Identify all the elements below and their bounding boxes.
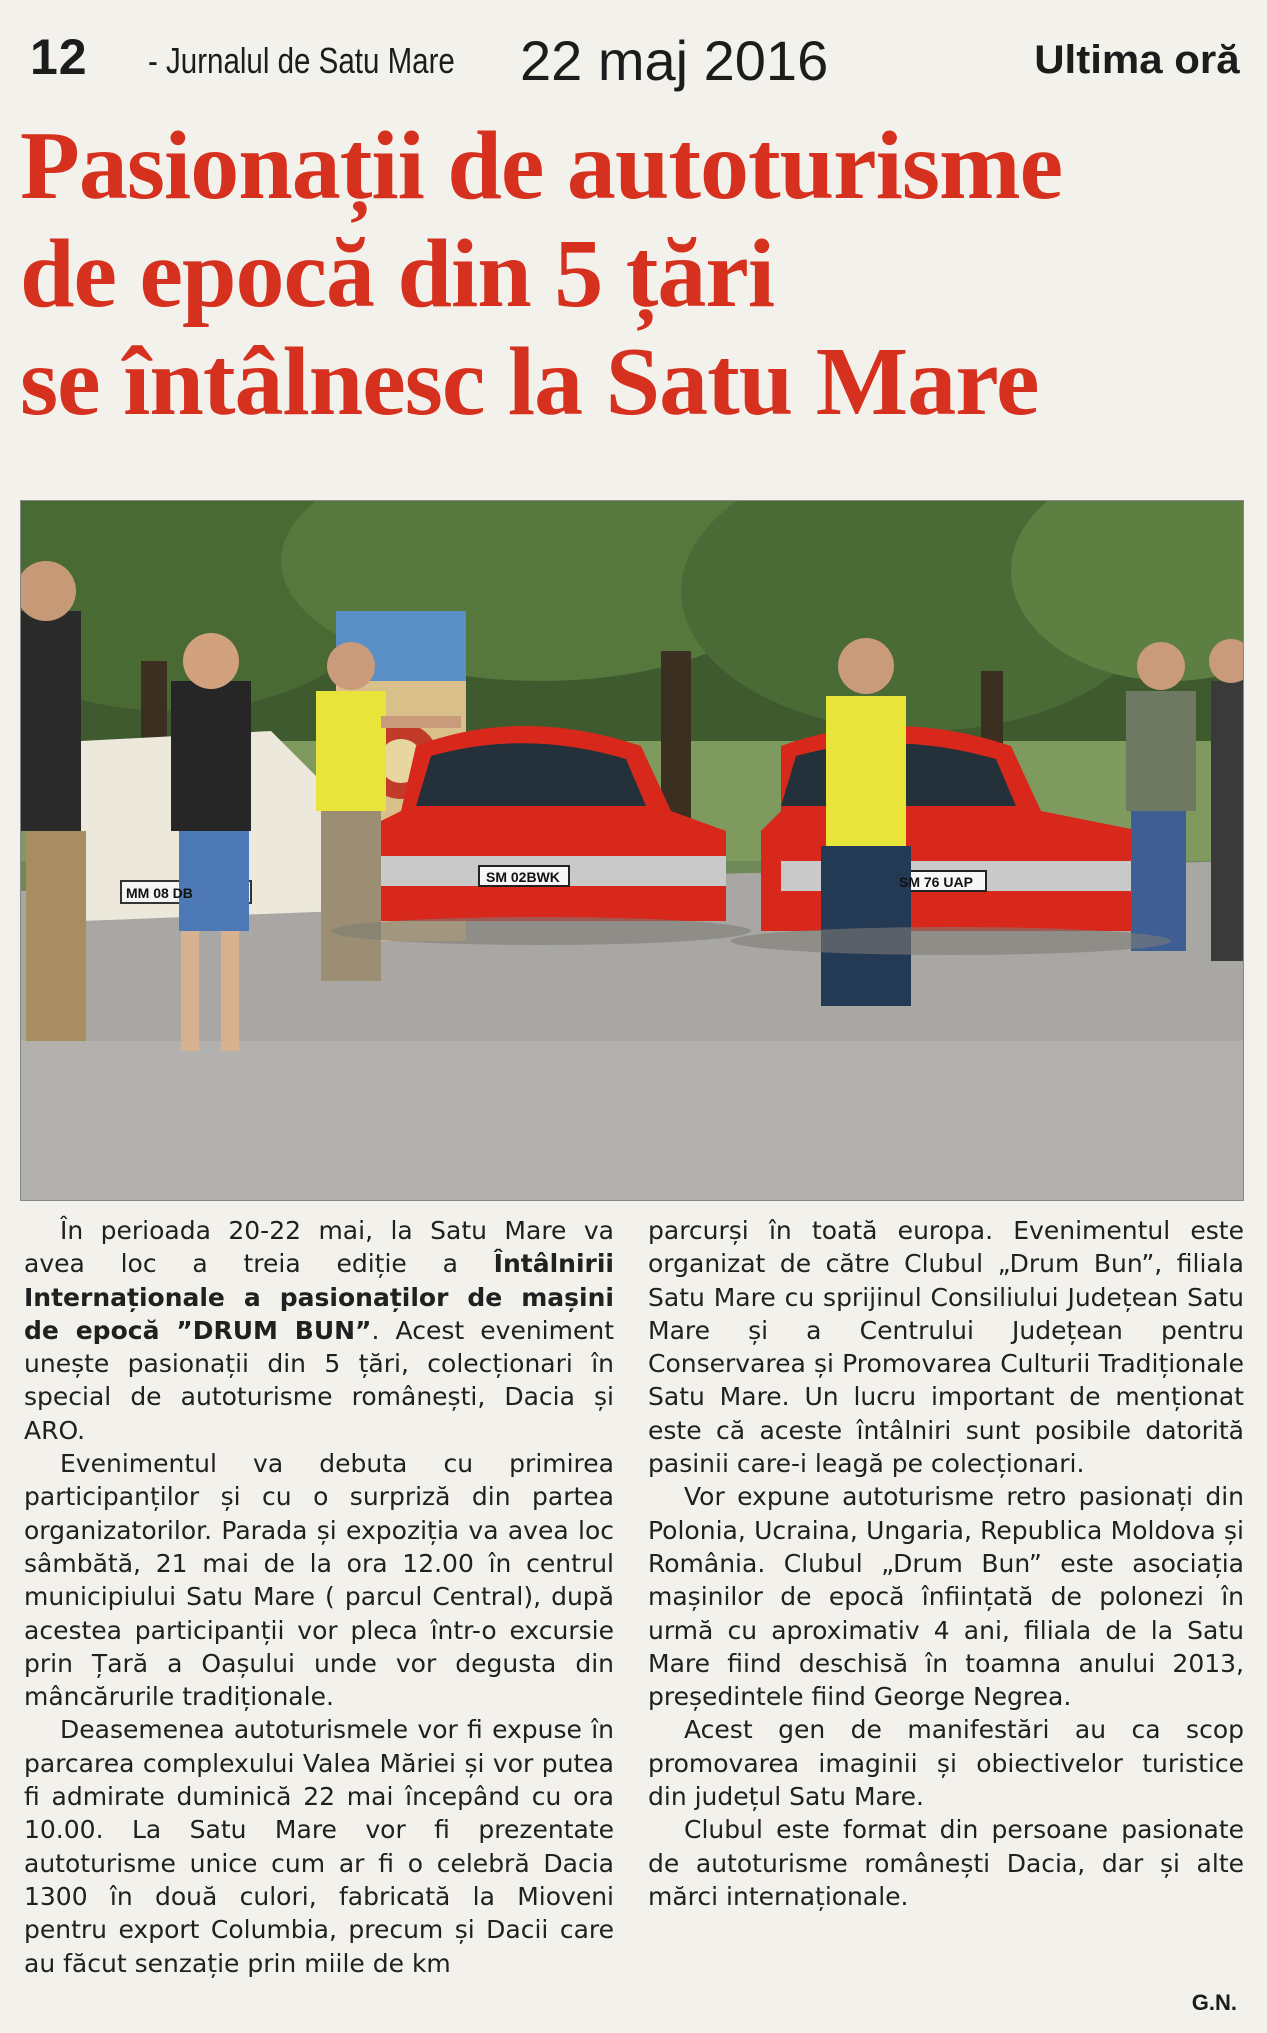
photo-illustration [21,501,1243,1200]
newspaper-name: - Jurnalul de Satu Mare [148,40,455,81]
masthead [30,28,1240,92]
paragraph: Acest gen de manifestări au ca scop promovarea imaginii și obiectivelor turistice din județul Satu Mare. [648,1715,1244,1812]
paragraph: Evenimentul va debuta cu primirea participanților și cu o surpriză din partea organizatorilor. Parada și expoziția va avea loc sâmbătă, 21 mai de la ora 12.00 în centrul municipiului Satu Mare ( parcul Central), după acestea participanții vor pleca într-o excursie prin Țară a Oașului unde vor degusta din mâncărurile tradiționale. [24,1449,614,1712]
headline-line-2: de epocă din 5 țări [20,220,775,328]
paragraph: Clubul este format din persoane pasionate de autoturisme românești Dacia, dar și alte mărci internaționale. [648,1815,1244,1911]
headline-line-1: Pasionații de autoturisme [20,112,1063,220]
paragraph: Deasemenea autoturismele vor fi expuse în parcarea complexului Valea Măriei și vor putea fi admirate duminică 22 mai începând cu ora 10.00. La Satu Mare vor fi prezentate autoturisme unice cum ar fi o celebră Dacia 1300 în două culori, fabricată la Mioveni pentru export Columbia, precum și Dacii care au făcut senzație prin miile de km [24,1715,614,1978]
issue-date: 22 maj 2016 [520,29,829,92]
section-label: Ultima oră [1034,38,1240,82]
paragraph: parcurși în toată europa. Evenimentul este organizat de către Clubul „Drum Bun”, filiala Satu Mare cu sprijinul Consiliului Județean Satu Mare și a Centrului Județean pentru Conservarea și Promovarea Culturii Tradiționale Satu Mare. Un lucru important de menționat este că aceste întâlniri sunt posibile datorită pasinii care-i leagă pe colecționari. [648,1216,1244,1479]
person-left-edge [21,561,86,1041]
license-plate: SM 02BWK [486,869,560,885]
article-column-left [24,1214,614,1980]
license-plate: SM 76 UAP [899,874,973,890]
author-signature: G.N. [1191,1990,1237,2015]
headline-line-3: se întâlnesc la Satu Mare [20,328,1039,436]
page-number: 12 [30,29,88,85]
license-plate: MM 08 DB [126,885,193,901]
event-name: Întâlnirii Internaționale a pasionaților de mașini de epocă ”DRUM BUN” [24,1249,614,1345]
headline [20,112,1250,436]
paragraph: În perioada 20-22 mai, la Satu Mare va avea loc a treia ediție a Întâlnirii Internaționale a pasionaților de mașini de epocă ”DRUM BUN”. Acest eveniment unește pasionații din 5 țări, colecționari în special de autoturisme românești, Dacia și ARO. [24,1216,615,1445]
person-right-edge [1209,639,1243,961]
paragraph: Vor expune autoturisme retro pasionați din Polonia, Ucraina, Ungaria, Republica Moldova și România. Clubul „Drum Bun” este asociația mașinilor de epocă înființată de polonezi în urmă cu aproximativ 4 ani, filiala de la Satu Mare fiind deschisă în toamna anului 2013, președintele fiind George Negrea. [648,1482,1244,1712]
article-photo [20,500,1244,1201]
article-column-right [648,1214,1244,1913]
